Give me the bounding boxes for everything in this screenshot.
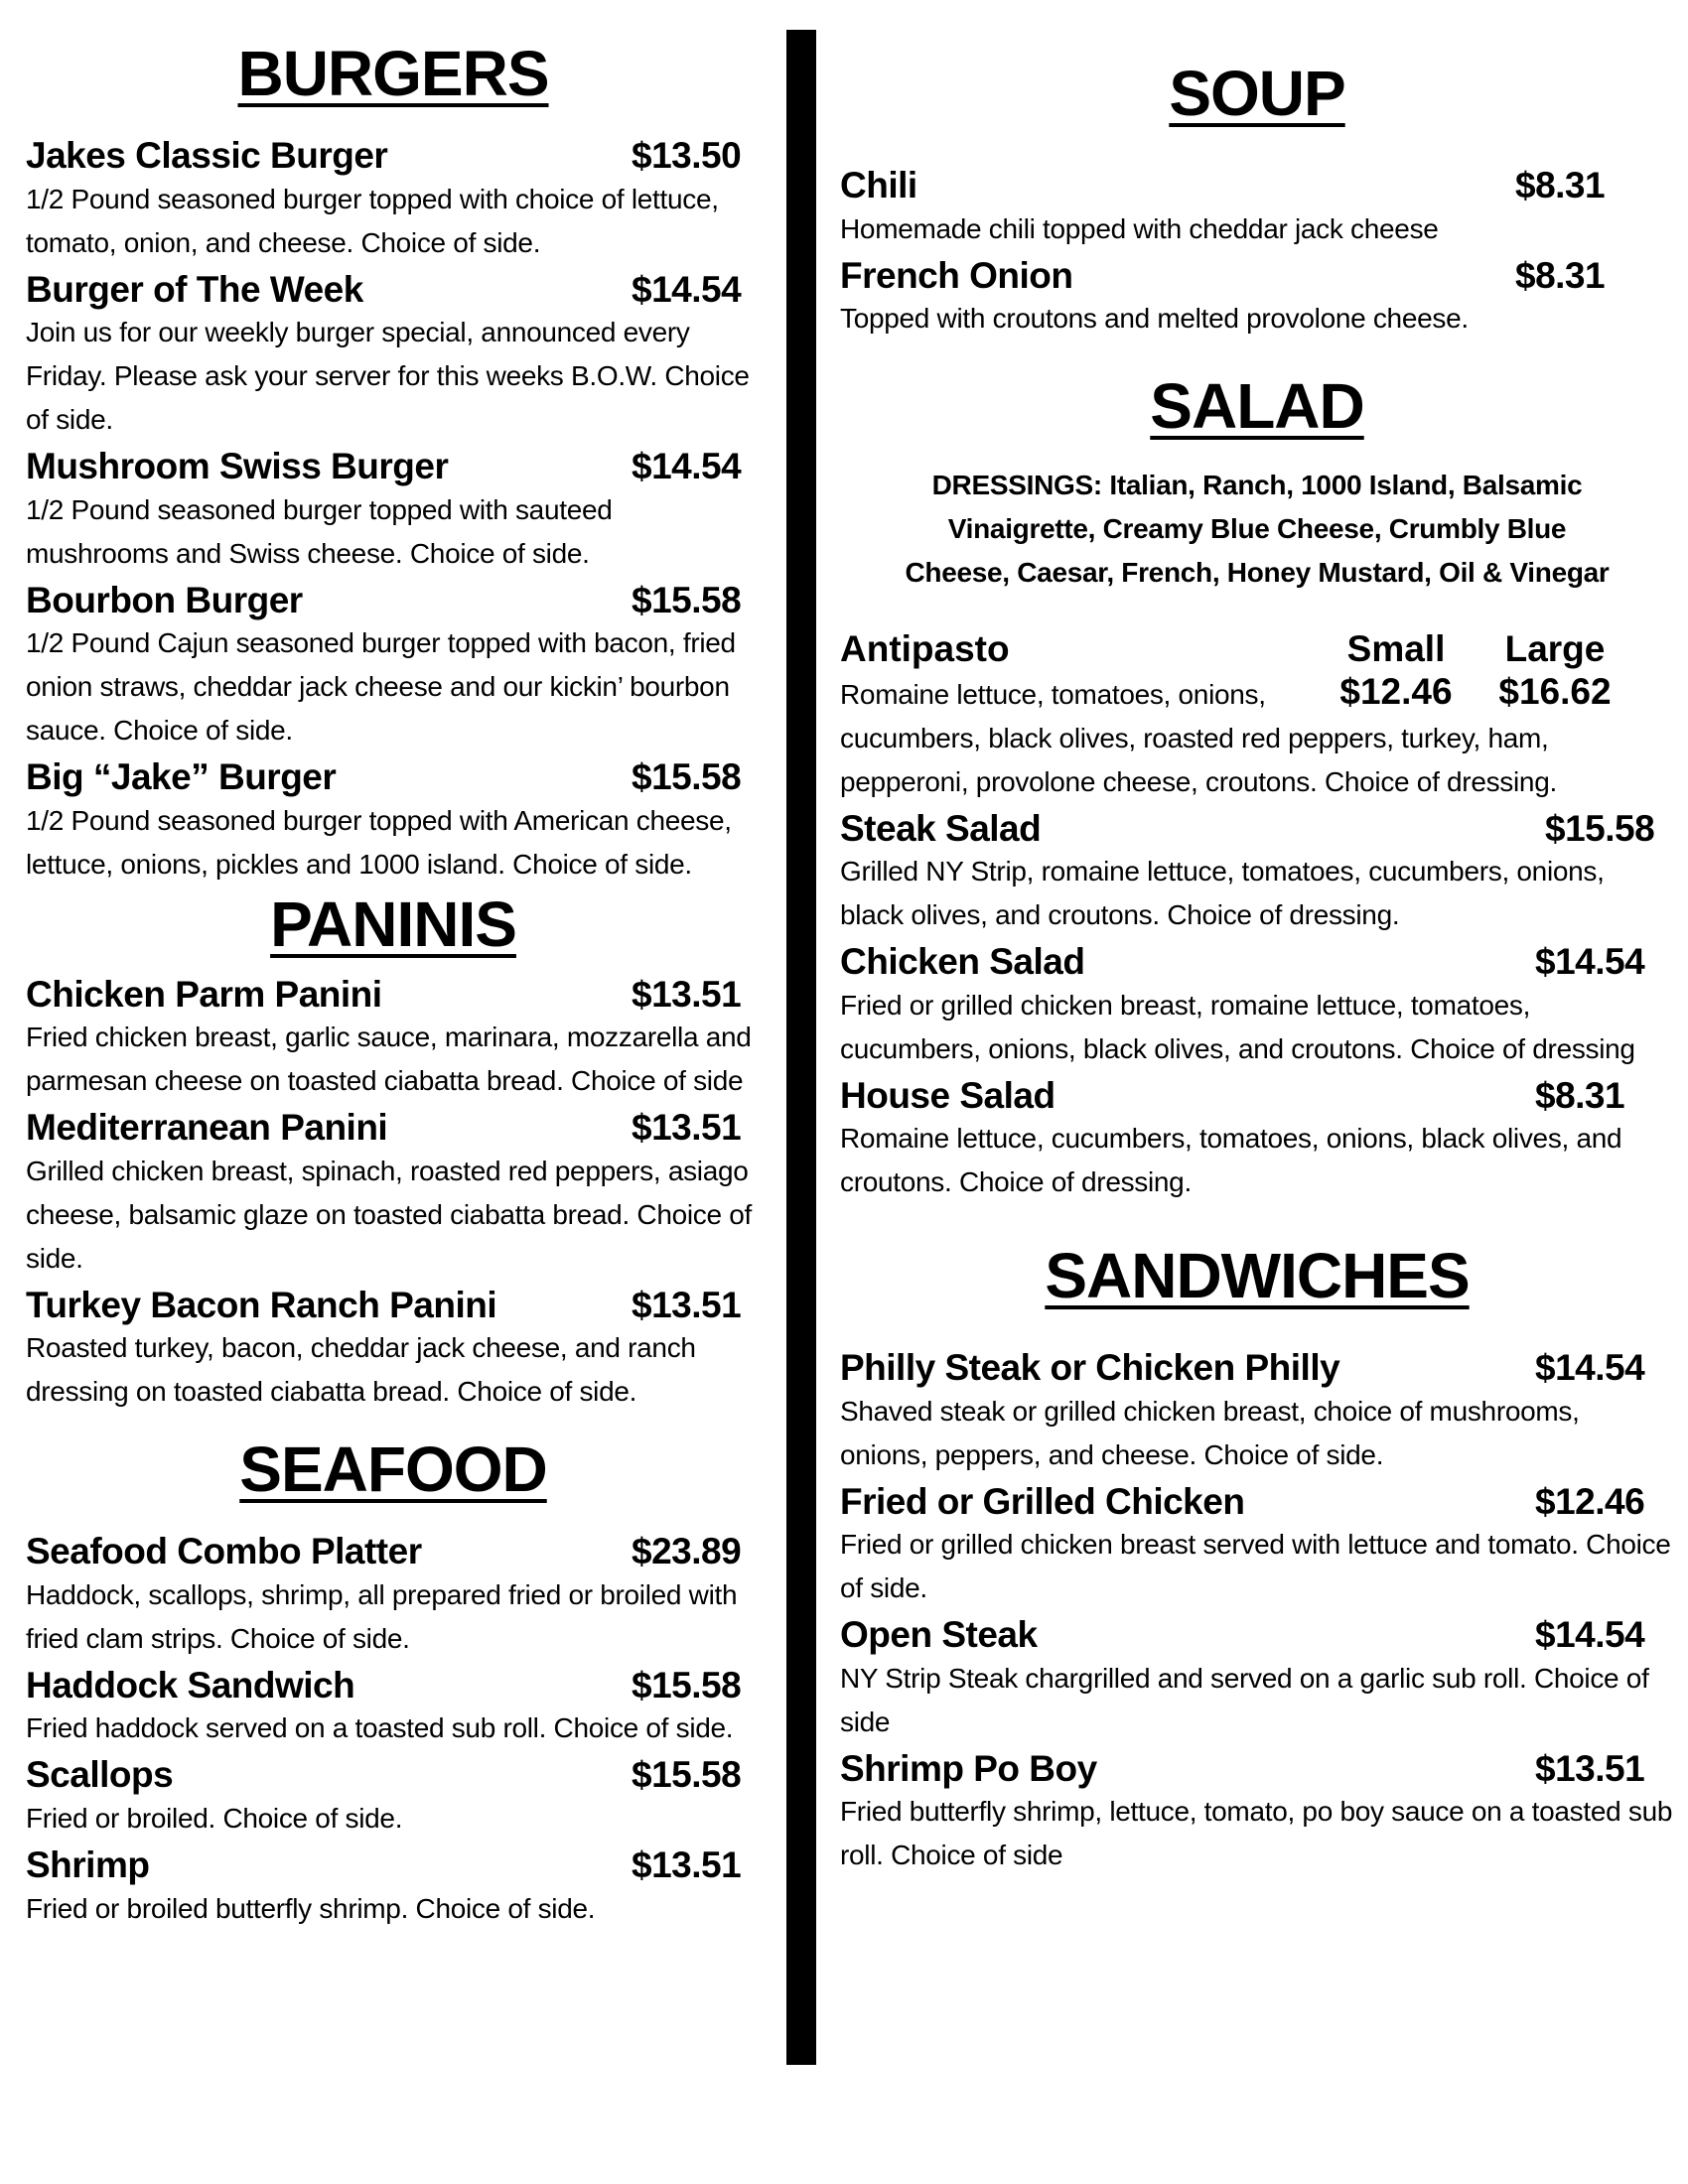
- item-name: Philly Steak or Chicken Philly: [840, 1347, 1340, 1389]
- item-description: Fried or broiled. Choice of side.: [26, 1803, 403, 1835]
- item-name: Jakes Classic Burger: [26, 135, 388, 176]
- item-name: Steak Salad: [840, 807, 1042, 849]
- price-small: $12.46: [1339, 670, 1453, 712]
- item-price: $12.46: [1535, 1480, 1645, 1522]
- item-name: Chicken Salad: [840, 941, 1085, 983]
- section-title-sandwiches: SANDWICHES: [1045, 1240, 1470, 1312]
- menu-item: [26, 1665, 761, 1751]
- item-description: Fried chicken breast, garlic sauce, marinara, mozzarella and parmesan cheese on toasted ciabatta bread. Choice of side: [26, 1022, 752, 1097]
- item-price: $8.31: [1535, 1074, 1625, 1116]
- item-name: Mushroom Swiss Burger: [26, 446, 449, 487]
- item-price: $13.51: [632, 1107, 742, 1149]
- item-name: Shrimp: [26, 1844, 150, 1886]
- menu-item: [26, 446, 761, 576]
- item-price: $13.50: [632, 135, 742, 176]
- menu-item: [26, 756, 761, 887]
- item-price: $14.54: [1535, 941, 1645, 983]
- item-description: Fried butterfly shrimp, lettuce, tomato, po boy sauce on a toasted sub roll. Choice of side: [840, 1796, 1673, 1871]
- item-price: $14.54: [632, 268, 742, 310]
- item-description: Join us for our weekly burger special, announced every Friday. Please ask your server for this weeks B.O.W. Choice of side.: [26, 317, 750, 436]
- item-description: 1/2 Pound seasoned burger topped with choice of lettuce, tomato, onion, and cheese. Choice of side.: [26, 183, 719, 258]
- item-description: Topped with croutons and melted provolone cheese.: [840, 303, 1469, 335]
- item-name: Chili: [840, 165, 917, 205]
- dressings-list: DRESSINGS: Italian, Ranch, 1000 Island, Balsamic Vinaigrette, Creamy Blue Cheese, Crumbly Blue Cheese, Caesar, French, Honey Mustard, Oil & Vinegar: [905, 470, 1610, 589]
- item-description: Fried or grilled chicken breast, romaine lettuce, tomatoes, cucumbers, onions, black olives, and croutons. Choice of dressing: [840, 989, 1635, 1064]
- item-name: Burger of The Week: [26, 268, 363, 310]
- item-price: $13.51: [632, 973, 742, 1015]
- menu-item: [840, 1481, 1674, 1611]
- menu-item: [26, 135, 761, 265]
- item-name: Mediterranean Panini: [26, 1107, 388, 1149]
- menu-item: [26, 1531, 761, 1661]
- item-name: Bourbon Burger: [26, 579, 303, 620]
- item-name: Fried or Grilled Chicken: [840, 1480, 1245, 1522]
- item-price: $15.58: [632, 756, 742, 798]
- menu-item: [26, 1754, 761, 1841]
- item-description: Grilled chicken breast, spinach, roasted red peppers, asiago cheese, balsamic glaze on toasted ciabatta bread. Choice of side.: [26, 1155, 752, 1274]
- item-description: 1/2 Pound seasoned burger topped with sauteed mushrooms and Swiss cheese. Choice of side.: [26, 493, 613, 569]
- item-price: $14.54: [1535, 1614, 1645, 1656]
- menu-item: [840, 941, 1674, 1071]
- item-name: Scallops: [26, 1754, 174, 1796]
- item-price: $13.51: [1535, 1747, 1645, 1789]
- menu-item-antipasto: [840, 628, 1674, 804]
- menu-item: [26, 974, 761, 1104]
- item-description: Romaine lettuce, cucumbers, tomatoes, onions, black olives, and croutons. Choice of dressing.: [840, 1123, 1622, 1198]
- item-description: Haddock, scallops, shrimp, all prepared fried or broiled with fried clam strips. Choice of side.: [26, 1578, 738, 1654]
- item-name: Big “Jake” Burger: [26, 756, 337, 798]
- price-large: $16.62: [1498, 670, 1612, 712]
- item-description: Fried or grilled chicken breast served with lettuce and tomato. Choice of side.: [840, 1529, 1671, 1604]
- item-name: Chicken Parm Panini: [26, 973, 382, 1015]
- item-description: Shaved steak or grilled chicken breast, choice of mushrooms, onions, peppers, and cheese. Choice of side.: [840, 1395, 1580, 1470]
- menu-item: [840, 1614, 1674, 1744]
- menu-item: [26, 580, 761, 753]
- column-divider: [786, 30, 816, 2065]
- item-price: $15.58: [1545, 807, 1655, 849]
- item-price: $15.58: [632, 1754, 742, 1796]
- section-soup: [840, 0, 1674, 341]
- size-label-small: Small: [1346, 628, 1446, 670]
- menu-item: [26, 1107, 761, 1281]
- item-name: Seafood Combo Platter: [26, 1531, 422, 1572]
- section-title-paninis: PANINIS: [270, 887, 516, 960]
- item-price: $8.31: [1515, 254, 1606, 296]
- item-name: Antipasto: [840, 628, 1010, 670]
- menu-item: [840, 1347, 1674, 1477]
- item-price: $8.31: [1515, 165, 1606, 205]
- section-burgers: [26, 0, 761, 887]
- menu-item: [840, 1748, 1674, 1878]
- menu-item: [840, 1075, 1674, 1205]
- menu-item: [840, 255, 1674, 341]
- item-name: French Onion: [840, 254, 1073, 296]
- item-description: 1/2 Pound Cajun seasoned burger topped with bacon, fried onion straws, cheddar jack cheese and our kickin’ bourbon sauce. Choice of side.: [26, 627, 736, 747]
- section-paninis: [26, 887, 761, 1415]
- item-price: $15.58: [632, 1664, 742, 1706]
- item-name: Open Steak: [840, 1614, 1038, 1656]
- size-label-large: Large: [1504, 628, 1606, 670]
- item-description: Grilled NY Strip, romaine lettuce, tomatoes, cucumbers, onions, black olives, and croutons. Choice of dressing.: [840, 856, 1605, 931]
- item-description: Roasted turkey, bacon, cheddar jack cheese, and ranch dressing on toasted ciabatta bread. Choice of side.: [26, 1332, 696, 1408]
- item-price: $15.58: [632, 579, 742, 620]
- section-salad: [840, 344, 1674, 1204]
- section-title-soup: SOUP: [1169, 58, 1345, 129]
- item-name: Turkey Bacon Ranch Panini: [26, 1284, 497, 1325]
- item-price: $13.51: [632, 1844, 742, 1886]
- menu-item: [26, 1285, 761, 1415]
- item-description: Homemade chili topped with cheddar jack cheese: [840, 212, 1439, 244]
- item-description-cont: cucumbers, black olives, roasted red peppers, turkey, ham, pepperoni, provolone cheese, croutons. Choice of dressing.: [840, 722, 1557, 797]
- left-column: [26, 0, 761, 1935]
- menu-item: [26, 1844, 761, 1931]
- section-seafood: [26, 1418, 761, 1930]
- section-sandwiches: [840, 1208, 1674, 1877]
- item-description: Fried or broiled butterfly shrimp. Choice of side.: [26, 1892, 596, 1924]
- item-price: $14.54: [632, 446, 742, 487]
- right-column: [840, 0, 1674, 1881]
- section-title-salad: SALAD: [1150, 370, 1364, 443]
- item-name: House Salad: [840, 1074, 1055, 1116]
- item-name: Shrimp Po Boy: [840, 1747, 1097, 1789]
- item-price: $13.51: [632, 1284, 742, 1325]
- menu-item: [26, 269, 761, 443]
- item-description: Romaine lettuce, tomatoes, onions,: [840, 678, 1266, 710]
- item-description: NY Strip Steak chargrilled and served on a garlic sub roll. Choice of side: [840, 1662, 1649, 1737]
- item-price: $14.54: [1535, 1347, 1645, 1389]
- item-description: 1/2 Pound seasoned burger topped with American cheese, lettuce, onions, pickles and 1000 island. Choice of side.: [26, 804, 732, 880]
- section-title-seafood: SEAFOOD: [239, 1433, 547, 1506]
- item-price: $23.89: [632, 1531, 742, 1572]
- item-name: Haddock Sandwich: [26, 1664, 355, 1706]
- menu-item: [840, 165, 1674, 251]
- menu-item: [840, 808, 1674, 938]
- item-description: Fried haddock served on a toasted sub roll. Choice of side.: [26, 1712, 734, 1744]
- section-title-burgers: BURGERS: [237, 38, 549, 109]
